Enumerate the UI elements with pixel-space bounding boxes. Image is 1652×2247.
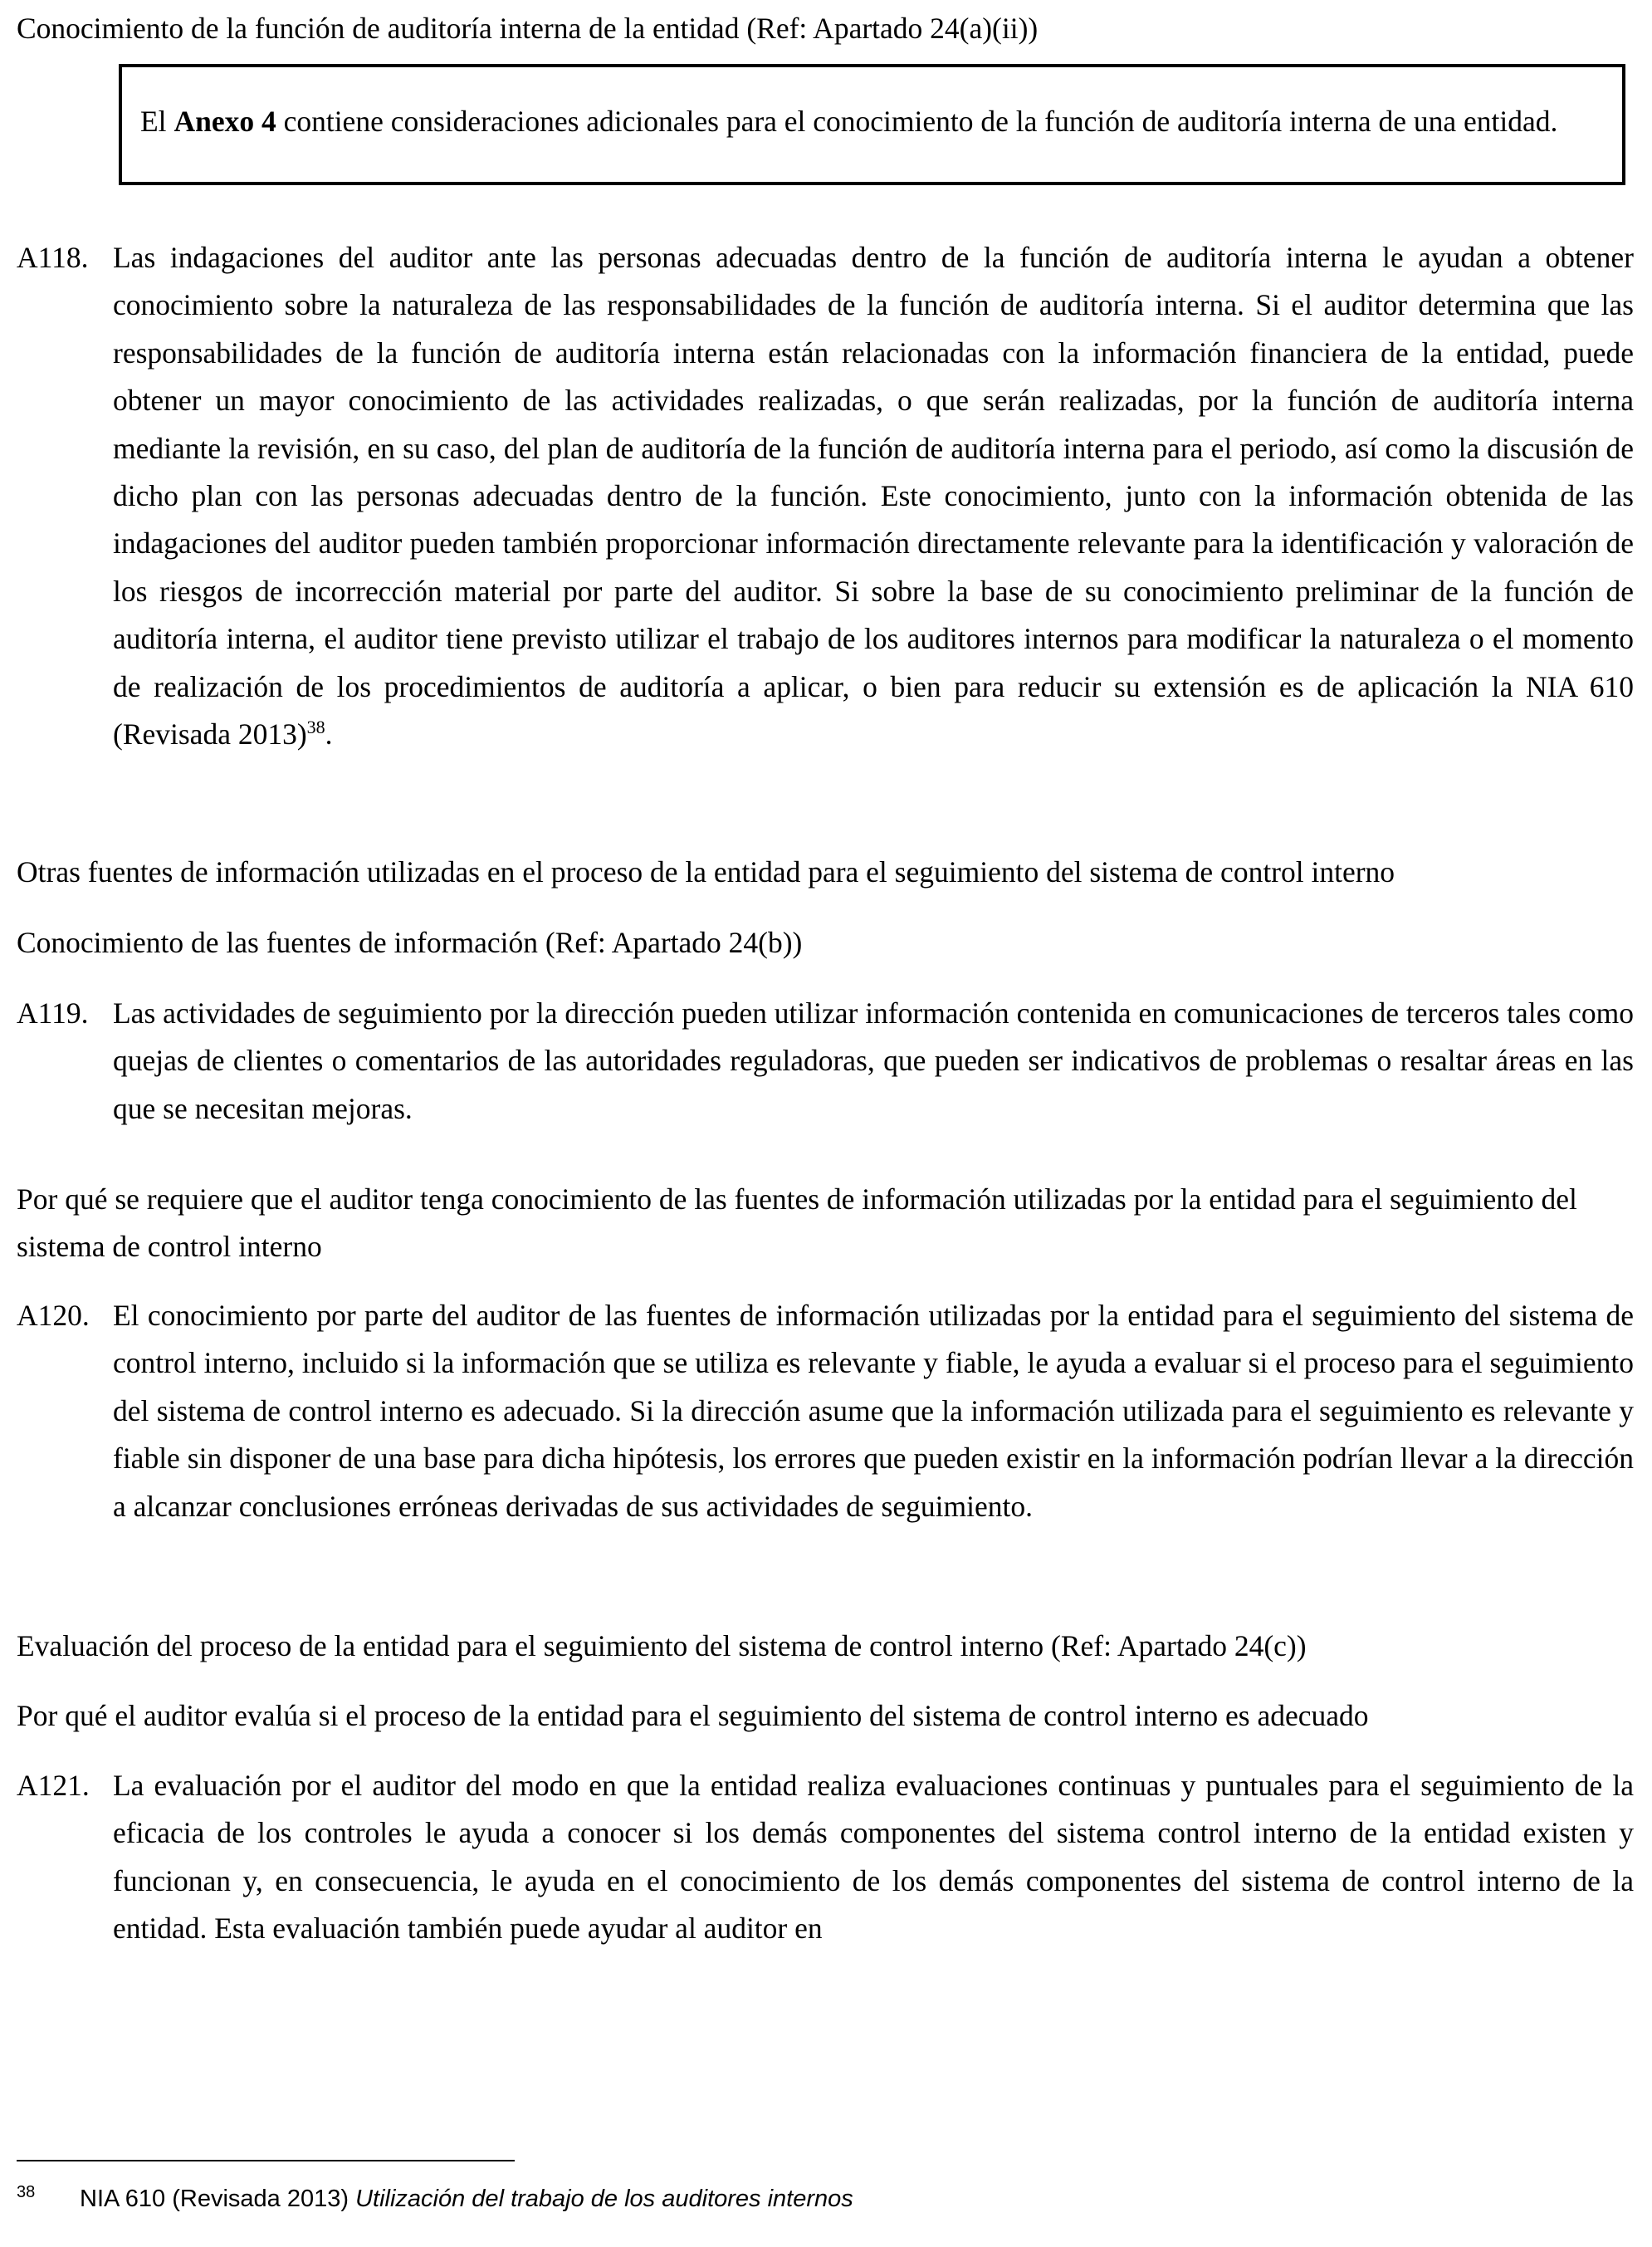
heading-why-required: Por qué se requiere que el auditor tenga conocimiento de las fuentes de información utilizadas por la entidad para el seguimiento del sistema de control interno bbox=[17, 1182, 1577, 1263]
paragraph-number: A120. bbox=[17, 1299, 90, 1332]
paragraph-a121 bbox=[17, 1762, 1634, 1953]
footnote-text bbox=[80, 2182, 1594, 2215]
paragraph-number: A121. bbox=[17, 1769, 90, 1802]
paragraph-number: A118. bbox=[17, 241, 89, 274]
footnote bbox=[17, 2182, 1594, 2215]
paragraph-body bbox=[113, 234, 1634, 758]
annex-note-bold: Anexo 4 bbox=[174, 105, 276, 138]
paragraph-body: Las actividades de seguimiento por la dirección pueden utilizar información contenida en comunicaciones de terceros tales como quejas de clientes o comentarios de las autoridades reguladoras, que pueden ser indicativos de problemas o resaltar áreas en las que se necesitan mejoras. bbox=[113, 996, 1634, 1125]
paragraph-body: La evaluación por el auditor del modo en que la entidad realiza evaluaciones continuas y puntuales para el seguimiento de la eficacia de los controles le ayuda a conocer si los demás componentes del sistema control interno de la entidad existen y funcionan y, en consecuencia, le ayuda en el conocimiento de los demás componentes del sistema de control interno de la entidad. Esta evaluación también puede ayudar al auditor en bbox=[113, 1769, 1634, 1946]
heading-process-evaluation: Evaluación del proceso de la entidad para el seguimiento del sistema de control interno (Ref: Apartado 24(c)) bbox=[17, 1629, 1307, 1662]
heading-understanding-sources: Conocimiento de las fuentes de información (Ref: Apartado 24(b)) bbox=[17, 926, 803, 959]
footnote-number: 38 bbox=[17, 2183, 36, 2201]
paragraph-end: . bbox=[325, 717, 333, 751]
paragraph-number: A119. bbox=[17, 996, 89, 1030]
footnote-separator bbox=[17, 2160, 515, 2161]
footnote-plain: NIA 610 (Revisada 2013) bbox=[80, 2186, 356, 2212]
paragraph-body: El conocimiento por parte del auditor de las fuentes de información utilizadas por la entidad para el seguimiento del sistema de control interno, incluido si la información que se utiliza es relevante y fiable, le ayuda a evaluar si el proceso para el seguimiento del sistema de control interno es adecuado. Si la dirección asume que la información utilizada para el seguimiento es relevante y fiable sin disponer de una base para dicha hipótesis, los errores que pueden existir en la información podrían llevar a la dirección a alcanzar conclusiones erróneas derivadas de sus actividades de seguimiento. bbox=[113, 1299, 1634, 1523]
paragraph-text: Las indagaciones del auditor ante las personas adecuadas dentro de la función de auditoría interna le ayudan a obtener conocimiento sobre la naturaleza de las responsabilidades de la función de auditoría interna. Si el auditor determina que las responsabilidades de la función de auditoría interna están relacionadas con la información financiera de la entidad, puede obtener un mayor conocimiento de las actividades realizadas, o que serán realizadas, por la función de auditoría interna mediante la revisión, en su caso, del plan de auditoría de la función de auditoría interna para el periodo, así como la discusión de dicho plan con las personas adecuadas dentro de la función. Este conocimiento, junto con la información obtenida de las indagaciones del auditor pueden también proporcionar información directamente relevante para la identificación y valoración de los riesgos de incorrección material por parte del auditor. Si sobre la base de su conocimiento preliminar de la función de auditoría interna, el auditor tiene previsto utilizar el trabajo de los auditores internos para modificar la naturaleza o el momento de realización de los procedimientos de auditoría a aplicar, o bien para reducir su extensión es de aplicación la NIA 610 (Revisada 2013) bbox=[113, 241, 1634, 751]
annex-note-pre: El bbox=[140, 105, 174, 138]
heading-other-information-sources: Otras fuentes de información utilizadas en el proceso de la entidad para el seguimiento del sistema de control interno bbox=[17, 855, 1395, 889]
heading-why-evaluates: Por qué el auditor evalúa si el proceso de la entidad para el seguimiento del sistema de control interno es adecuado bbox=[17, 1699, 1369, 1732]
annex-note-post: contiene consideraciones adicionales para el conocimiento de la función de auditoría interna de una entidad. bbox=[276, 105, 1558, 138]
annex-note-box bbox=[119, 64, 1625, 185]
footnote-reference: 38 bbox=[306, 717, 325, 738]
footnote-title: Utilización del trabajo de los auditores internos bbox=[355, 2186, 853, 2212]
paragraph-a119 bbox=[17, 990, 1634, 1133]
paragraph-a118 bbox=[17, 234, 1634, 758]
paragraph-a120 bbox=[17, 1292, 1634, 1530]
heading-internal-audit-function: Conocimiento de la función de auditoría interna de la entidad (Ref: Apartado 24(a)(ii)) bbox=[17, 12, 1039, 45]
